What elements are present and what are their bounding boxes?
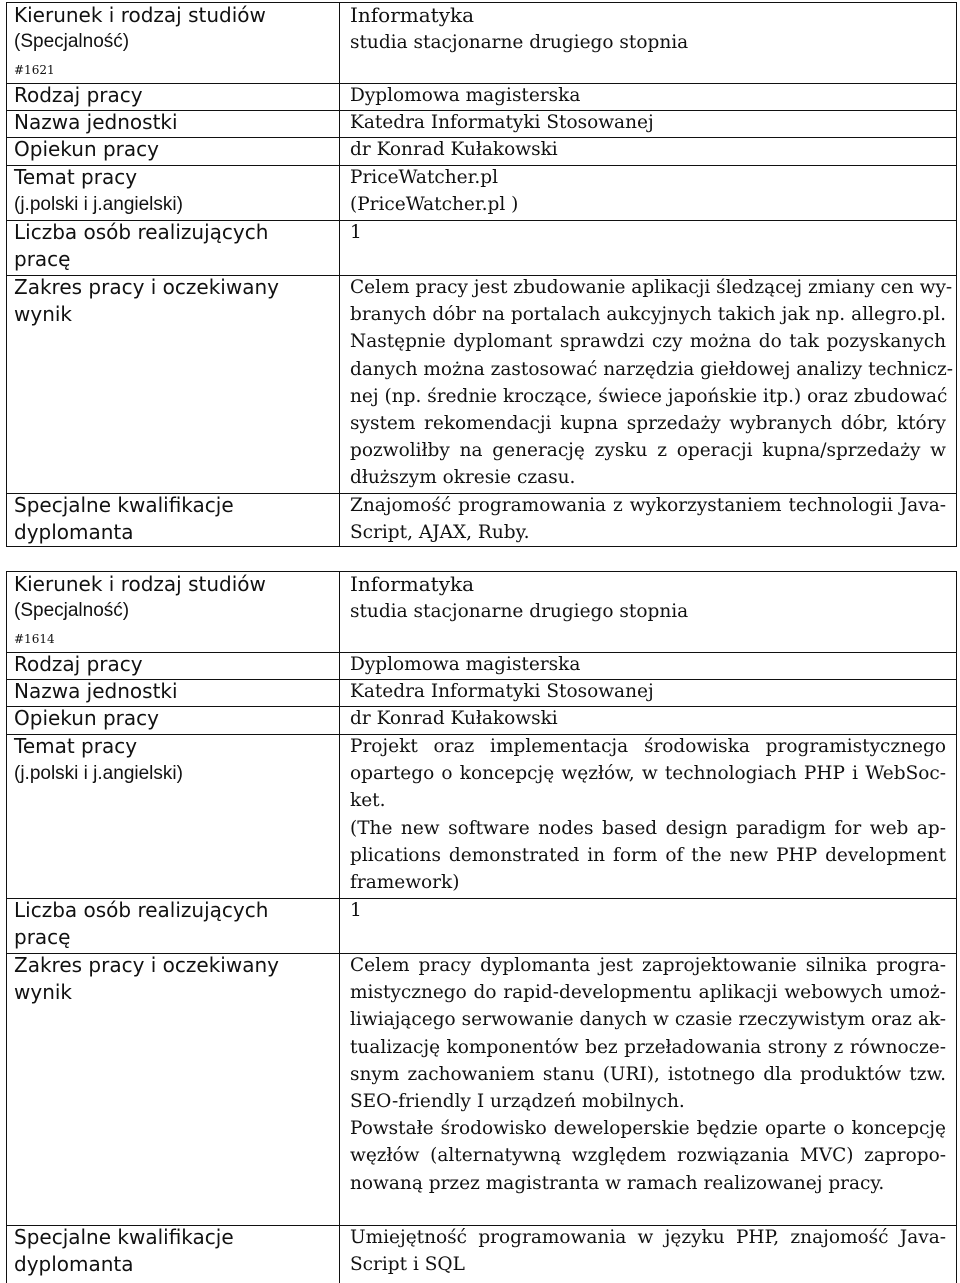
temat-line: framework) <box>350 872 460 894</box>
zakres-line: Celem pracy jest zbudowanie aplikacji śledzącej zmiany cen wy- <box>350 277 953 298</box>
zakres-line: nej (np. średnie kroczące, świece japońskie itp.) oraz zbudować <box>350 385 948 407</box>
label-kwalifikacje: Specjalne kwalifikacje <box>14 493 234 517</box>
value-liczba: 1 <box>350 900 362 921</box>
label-temat: Temat pracy <box>14 734 138 758</box>
label-jednostka: Nazwa jednostki <box>14 679 178 703</box>
value-kwalifikacje <box>350 1224 946 1278</box>
temat-line: opartego o koncepcję węzłów, w technologiach PHP i WebSoc- <box>350 763 946 785</box>
zakres-line: węzłów (alternatywną względem rozwiązania MVC) zapropo- <box>350 1145 946 1167</box>
value-rodzaj: Dyplomowa magisterska <box>350 654 581 675</box>
label-specjalnosc: (Specjalność) <box>14 600 130 621</box>
value-rodzaj: Dyplomowa magisterska <box>350 85 581 106</box>
label-liczba-cont: pracę <box>14 925 71 949</box>
kwalifikacje-line: Umiejętność programowania w języku PHP, znajomość Java- <box>350 1227 946 1248</box>
thesis-record <box>6 571 957 1283</box>
label-kierunek: Kierunek i rodzaj studiów <box>14 572 266 596</box>
label-zakres-cont: wynik <box>14 302 73 326</box>
label-jednostka: Nazwa jednostki <box>14 110 178 134</box>
label-rodzaj: Rodzaj pracy <box>14 83 143 107</box>
kwalifikacje-line: Script, AJAX, Ruby. <box>350 522 530 544</box>
zakres-line: dłuższym okresie czasu. <box>350 467 576 489</box>
label-kwalifikacje-cont: dyplomanta <box>14 1252 134 1276</box>
label-liczba-cont: pracę <box>14 247 71 271</box>
kwalifikacje-line: Znajomość programowania z wykorzystaniem technologii Java- <box>350 495 946 516</box>
label-zakres: Zakres pracy i oczekiwany <box>14 953 279 977</box>
zakres-line: Następnie dyplomant sprawdzi czy można do tak pozyskanych <box>350 331 946 353</box>
label-rodzaj: Rodzaj pracy <box>14 652 143 676</box>
kwalifikacje-line: Script i SQL <box>350 1254 465 1276</box>
value-kwalifikacje <box>350 492 946 546</box>
label-specjalnosc: (Specjalność) <box>14 31 130 52</box>
zakres-line: liwiającego serwowanie danych w czasie rzeczywistym oraz ak- <box>350 1009 946 1031</box>
label-opiekun: Opiekun pracy <box>14 706 159 730</box>
zakres-line: Celem pracy dyplomanta jest zaprojektowanie silnika progra- <box>350 955 946 976</box>
value-kierunek: Informatyka <box>350 572 475 596</box>
label-jezyki: (j.polski i j.angielski) <box>14 763 183 784</box>
value-zakres <box>350 274 953 492</box>
value-liczba: 1 <box>350 222 362 243</box>
zakres-line: pozwoliłby na generację zysku z operacji kupna/sprzedaży w <box>350 440 946 462</box>
record-id: #1621 <box>14 63 55 77</box>
zakres-line: system rekomendacji kupna sprzedaży wybranych dóbr, który <box>350 413 946 435</box>
zakres-line: tualizację komponentów bez przeładowania strony z równocze- <box>350 1036 946 1058</box>
zakres-line: SEO-friendly I urządzeń mobilnych. <box>350 1091 685 1113</box>
label-opiekun: Opiekun pracy <box>14 137 159 161</box>
label-liczba: Liczba osób realizujących <box>14 220 269 244</box>
value-kierunek: Informatyka <box>350 3 475 27</box>
temat-line: (The new software nodes based design paradigm for web ap- <box>350 817 946 839</box>
label-kierunek: Kierunek i rodzaj studiów <box>14 3 266 27</box>
thesis-record <box>6 2 957 547</box>
value-temat-en: (PriceWatcher.pl ) <box>350 194 519 215</box>
record-id: #1614 <box>14 632 55 646</box>
value-zakres <box>350 952 946 1197</box>
label-jezyki: (j.polski i j.angielski) <box>14 194 183 215</box>
zakres-line: mistycznego do rapid-developmentu aplikacji webowych umoż- <box>350 982 946 1004</box>
label-kwalifikacje-cont: dyplomanta <box>14 520 134 544</box>
label-temat: Temat pracy <box>14 165 138 189</box>
value-temat <box>350 733 946 896</box>
value-opiekun: dr Konrad Kułakowski <box>350 708 558 729</box>
column-divider <box>339 571 340 1283</box>
value-jednostka: Katedra Informatyki Stosowanej <box>350 681 654 702</box>
zakres-line: Powstałe środowisko deweloperskie będzie oparte o koncepcję <box>350 1118 946 1140</box>
label-liczba: Liczba osób realizujących <box>14 898 269 922</box>
zakres-line: danych można zastosować narzędzia giełdowej analizy technicz- <box>350 358 953 380</box>
value-typ-studiow: studia stacjonarne drugiego stopnia <box>350 32 689 53</box>
zakres-line: nowaną przez magistranta w ramach realizowanej pracy. <box>350 1172 885 1194</box>
label-zakres: Zakres pracy i oczekiwany <box>14 275 279 299</box>
value-typ-studiow: studia stacjonarne drugiego stopnia <box>350 601 689 622</box>
temat-line: Projekt oraz implementacja środowiska programistycznego <box>350 736 946 757</box>
value-opiekun: dr Konrad Kułakowski <box>350 139 558 160</box>
label-zakres-cont: wynik <box>14 980 73 1004</box>
zakres-line: branych dóbr na portalach aukcyjnych takich jak np. allegro.pl. <box>350 304 946 326</box>
temat-line: plications demonstrated in form of the new PHP development <box>350 844 946 866</box>
value-temat-pl: PriceWatcher.pl <box>350 167 499 188</box>
temat-line: ket. <box>350 790 386 812</box>
value-jednostka: Katedra Informatyki Stosowanej <box>350 112 654 133</box>
label-kwalifikacje: Specjalne kwalifikacje <box>14 1225 234 1249</box>
zakres-line: snym zachowaniem stanu (URI), istotnego dla produktów tzw. <box>350 1063 946 1085</box>
